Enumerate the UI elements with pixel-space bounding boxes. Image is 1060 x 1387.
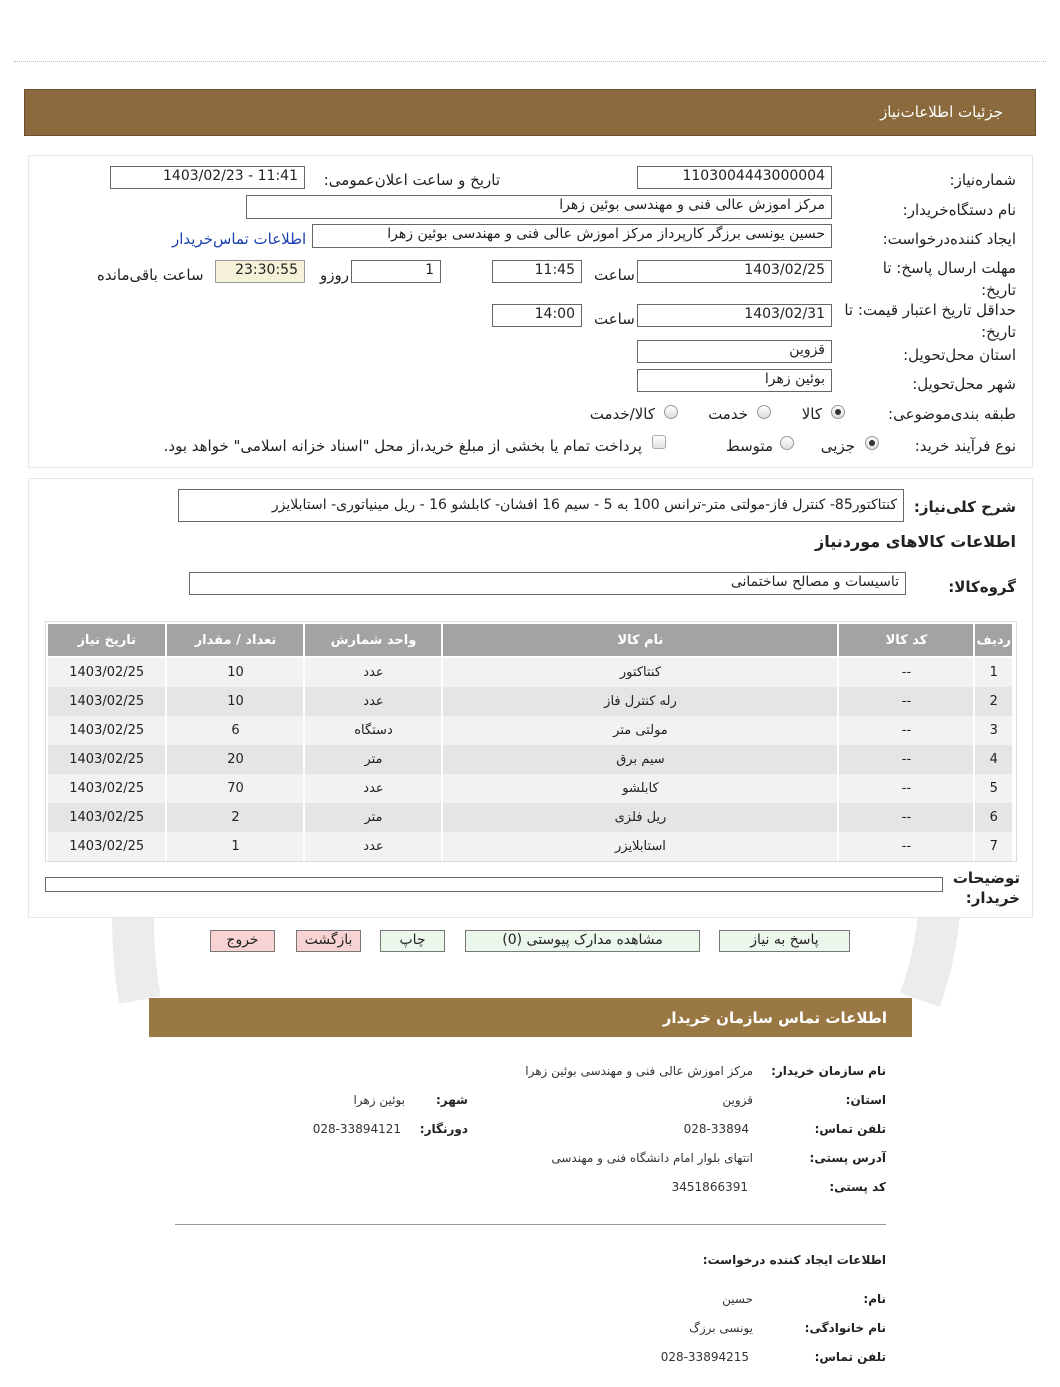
top-divider: [14, 61, 1046, 62]
cell-qty: 2: [166, 803, 304, 832]
col-unit: واحد شمارش: [304, 623, 442, 657]
contact-province-label: استان:: [845, 1093, 886, 1107]
process-label: نوع فرآیند خرید:: [914, 437, 1016, 455]
cell-qty: 1: [166, 832, 304, 861]
process-minor-label: جزیی: [820, 437, 855, 455]
buyer-notes-field: [45, 877, 943, 892]
attachments-button[interactable]: مشاهده مدارک پیوستی (0): [465, 930, 700, 952]
contact-org-label: نام سازمان خریدار:: [771, 1064, 886, 1078]
table-row: [47, 803, 1013, 832]
print-button[interactable]: چاپ: [380, 930, 445, 952]
cell-date: 1403/02/25: [47, 832, 166, 861]
announce-label: تاریخ و ساعت اعلان‌عمومی:: [323, 171, 500, 189]
process-medium-radio[interactable]: [780, 436, 794, 450]
remaining-time-label: ساعت باقی‌مانده: [97, 266, 204, 284]
category-service-radio[interactable]: [757, 405, 771, 419]
cell-date: 1403/02/25: [47, 803, 166, 832]
creator-section-title: اطلاعات ایجاد کننده درخواست:: [702, 1253, 886, 1267]
items-table-wrap: [45, 621, 1017, 862]
contact-phone-value: 028-33894: [683, 1122, 749, 1136]
cell-code: --: [838, 745, 974, 774]
cell-name: رله کنترل فاز: [442, 687, 838, 716]
creator-phone-value: 028-33894215: [660, 1350, 749, 1364]
contact-phone-label: تلفن تماس:: [814, 1122, 886, 1136]
buyer-contact-link[interactable]: اطلاعات تماس‌خریدار: [172, 230, 307, 248]
process-medium-label: متوسط: [725, 437, 773, 455]
min-validity-time-label: ساعت: [594, 310, 635, 328]
cell-row: 5: [974, 774, 1013, 803]
exit-button[interactable]: خروج: [210, 930, 275, 952]
table-row: [47, 687, 1013, 716]
cell-name: مولتی متر: [442, 716, 838, 745]
page-title: جزئیات اطلاعات‌نیاز: [880, 103, 1003, 121]
items-table-body: [47, 657, 1013, 861]
back-button[interactable]: بازگشت: [296, 930, 361, 952]
creator-name-value: حسین: [722, 1292, 753, 1306]
cell-qty: 20: [166, 745, 304, 774]
cell-code: --: [838, 657, 974, 687]
creator-family-value: یونسی برزگ: [689, 1321, 753, 1335]
items-section-title: اطلاعات کالاهای موردنیاز: [815, 532, 1016, 551]
col-row: ردیف: [974, 623, 1013, 657]
cell-code: --: [838, 803, 974, 832]
treasury-payment-checkbox[interactable]: [652, 435, 666, 449]
cell-qty: 6: [166, 716, 304, 745]
cell-date: 1403/02/25: [47, 657, 166, 687]
goods-group-label: گروه‌کالا:: [948, 578, 1016, 596]
deadline-date-field: 1403/02/25: [637, 260, 832, 283]
need-description-field: کنتاکتور85- کنترل فاز-مولتی متر-ترانس 100 به 5 - سیم 16 افشان- کابلشو 16 - ریل مینیاتوری- استابلایزر: [178, 489, 904, 522]
category-goods-label: کالا: [801, 405, 822, 423]
deadline-label: مهلت ارسال پاسخ: تا تاریخ:: [882, 259, 1016, 299]
need-number-label: شماره‌نیاز:: [949, 171, 1016, 189]
buyer-org-label: نام دستگاه‌خریدار:: [902, 201, 1016, 219]
cell-unit: متر: [304, 803, 442, 832]
cell-row: 2: [974, 687, 1013, 716]
table-row: [47, 745, 1013, 774]
min-validity-date-field: 1403/02/31: [637, 304, 832, 327]
table-row: [47, 832, 1013, 861]
requester-field: حسین یونسی برزگر کارپرداز مرکز اموزش عالی فنی و مهندسی بوئین زهرا: [312, 224, 832, 248]
cell-row: 3: [974, 716, 1013, 745]
need-description-label: شرح کلی‌نیاز:: [913, 498, 1016, 516]
province-field: قزوین: [637, 340, 832, 363]
category-goods-radio[interactable]: [831, 405, 845, 419]
table-row: [47, 657, 1013, 687]
cell-code: --: [838, 832, 974, 861]
cell-row: 6: [974, 803, 1013, 832]
province-label: استان محل‌تحویل:: [903, 346, 1016, 364]
process-minor-radio[interactable]: [865, 436, 879, 450]
col-date: تاریخ نیاز: [47, 623, 166, 657]
min-validity-time-field: 14:00: [492, 304, 582, 327]
cell-unit: دستگاه: [304, 716, 442, 745]
contact-postal-label: کد پستی:: [829, 1180, 886, 1194]
col-name: نام کالا: [442, 623, 838, 657]
cell-name: سیم برق: [442, 745, 838, 774]
days-field: 1: [351, 260, 441, 283]
page-header: [24, 89, 1036, 136]
contact-city-value: بوئین زهرا: [353, 1093, 405, 1107]
cell-qty: 70: [166, 774, 304, 803]
contact-address-value: انتهای بلوار امام دانشگاه فنی و مهندسی: [551, 1151, 753, 1165]
cell-date: 1403/02/25: [47, 687, 166, 716]
category-goods-service-radio[interactable]: [664, 405, 678, 419]
table-row: [47, 716, 1013, 745]
goods-group-field: تاسیسات و مصالح ساختمانی: [189, 572, 906, 595]
cell-name: کابلشو: [442, 774, 838, 803]
cell-unit: عدد: [304, 832, 442, 861]
deadline-time-field: 11:45: [492, 260, 582, 283]
creator-name-label: نام:: [863, 1292, 886, 1306]
contact-province-value: قزوین: [722, 1093, 753, 1107]
cell-unit: متر: [304, 745, 442, 774]
col-code: کد کالا: [838, 623, 974, 657]
contact-fax-label: دورنگار:: [419, 1122, 468, 1136]
category-label: طبقه بندی‌موضوعی:: [888, 405, 1016, 423]
creator-phone-label: تلفن تماس:: [814, 1350, 886, 1364]
city-field: بوئین زهرا: [637, 369, 832, 392]
cell-code: --: [838, 774, 974, 803]
cell-row: 1: [974, 657, 1013, 687]
contact-divider: [175, 1224, 886, 1225]
cell-qty: 10: [166, 657, 304, 687]
remaining-time-field: 23:30:55: [215, 260, 305, 283]
cell-date: 1403/02/25: [47, 745, 166, 774]
reply-button[interactable]: پاسخ به نیاز: [719, 930, 850, 952]
cell-unit: عدد: [304, 774, 442, 803]
contact-header: [149, 998, 912, 1037]
min-validity-label: حداقل تاریخ اعتبار قیمت: تا تاریخ:: [844, 301, 1016, 341]
requester-label: ایجاد کننده‌درخواست:: [882, 230, 1016, 248]
treasury-payment-note: پرداخت تمام یا بخشی از مبلغ خرید،از محل "اسناد خزانه اسلامی" خواهد بود.: [163, 437, 642, 455]
buyer-notes-label: توضیحات خریدار:: [952, 869, 1020, 907]
days-label: روزو: [320, 266, 349, 284]
cell-code: --: [838, 687, 974, 716]
category-service-label: خدمت: [708, 405, 748, 423]
cell-name: ریل فلزی: [442, 803, 838, 832]
buyer-org-field: مرکز اموزش عالی فنی و مهندسی بوئین زهرا: [246, 195, 832, 219]
col-qty: تعداد / مقدار: [166, 623, 304, 657]
cell-unit: عدد: [304, 657, 442, 687]
items-table-header: [47, 623, 1013, 657]
contact-title: اطلاعات تماس سازمان خریدار: [662, 1009, 887, 1027]
cell-date: 1403/02/25: [47, 716, 166, 745]
cell-row: 4: [974, 745, 1013, 774]
cell-date: 1403/02/25: [47, 774, 166, 803]
creator-family-label: نام خانوادگی:: [804, 1321, 886, 1335]
city-label: شهر محل‌تحویل:: [912, 375, 1016, 393]
items-table: [46, 622, 1014, 861]
cell-name: کنتاکتور: [442, 657, 838, 687]
cell-code: --: [838, 716, 974, 745]
category-goods-service-label: کالا/خدمت: [589, 405, 655, 423]
contact-city-label: شهر:: [436, 1093, 468, 1107]
contact-fax-value: 028-33894121: [312, 1122, 401, 1136]
deadline-time-label: ساعت: [594, 266, 635, 284]
need-number-field: 1103004443000004: [637, 166, 832, 189]
contact-org-value: مرکز اموزش عالی فنی و مهندسی بوئین زهرا: [525, 1064, 753, 1078]
table-row: [47, 774, 1013, 803]
cell-qty: 10: [166, 687, 304, 716]
cell-row: 7: [974, 832, 1013, 861]
cell-name: استابلایزر: [442, 832, 838, 861]
cell-unit: عدد: [304, 687, 442, 716]
contact-postal-value: 3451866391: [671, 1180, 748, 1194]
contact-address-label: آدرس پستی:: [809, 1151, 886, 1165]
announce-field: 1403/02/23 - 11:41: [110, 166, 305, 189]
